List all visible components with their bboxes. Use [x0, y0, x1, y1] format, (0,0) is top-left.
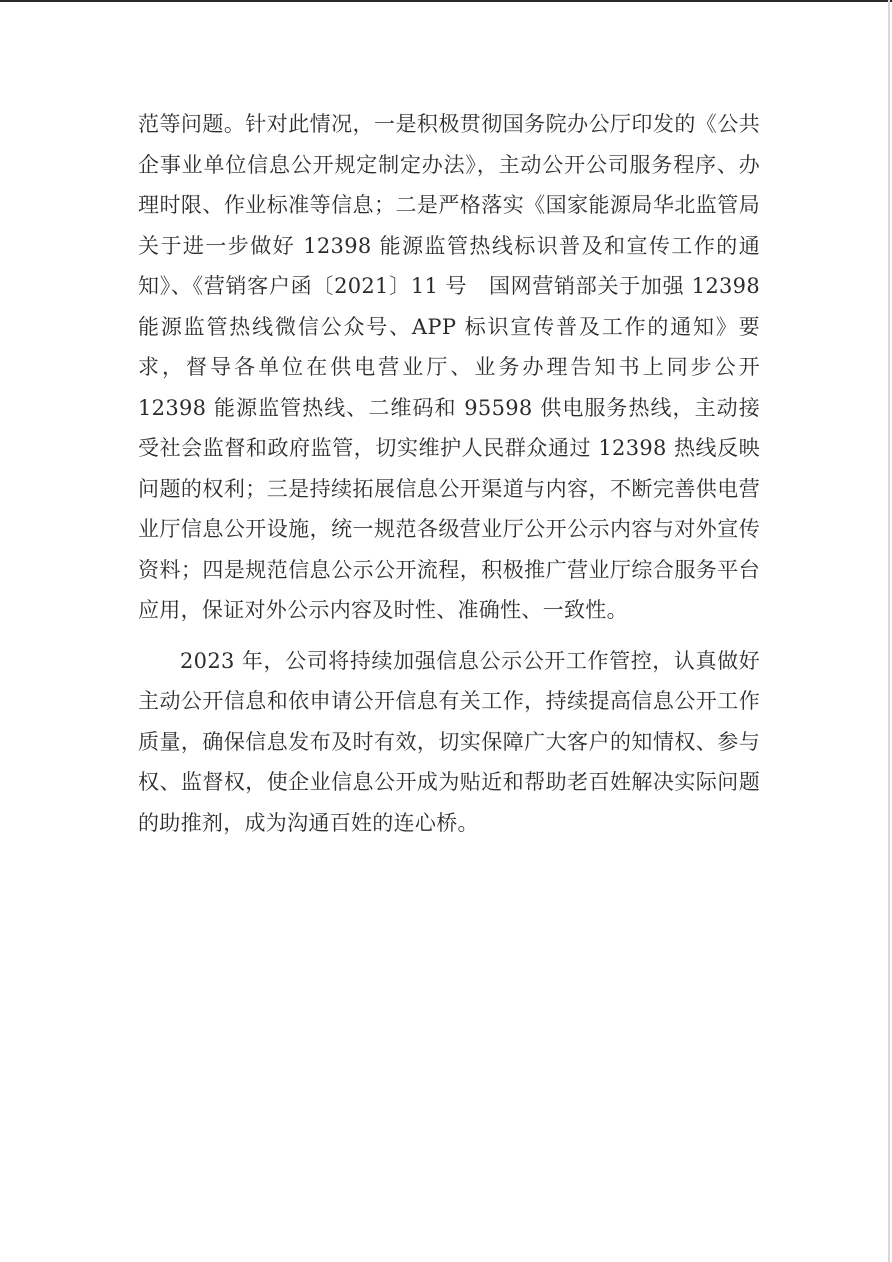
paragraph-2: 2023 年，公司将持续加强信息公示公开工作管控，认真做好主动公开信息和依申请公开信息有关工作，持续提高信息公开工作质量，确保信息发布及时有效，切实保障广大客户的知情权、参与权、监督权，使企业信息公开成为贴近和帮助老百姓解决实际问题的助推剂，成为沟通百姓的连心桥。	[138, 648, 760, 835]
page-right-border	[888, 0, 890, 1262]
paragraph-1: 范等问题。针对此情况，一是积极贯彻国务院办公厅印发的《公共企事业单位信息公开规定制定办法》，主动公开公司服务程序、办理时限、作业标准等信息；二是严格落实《国家能源局华北监管局关于进一步做好 12398 能源监管热线标识普及和宣传工作的通知》、《营销客户函〔2021〕11 号 国网营销部关于加强 12398 能源监管热线微信公众号、APP 标识宣传普及工作的通知》要求，督导各单位在供电营业厅、业务办理告知书上同步公开 12398 能源监管热线、二维码和 95598 供电服务热线，主动接受社会监督和政府监管，切实维护人民群众通过 12398 热线反映问题的权利；三是持续拓展信息公开渠道与内容，不断完善供电营业厅信息公开设施，统一规范各级营业厅公开公示内容与对外宣传资料；四是规范信息公示公开流程，积极推广营业厅综合服务平台应用，保证对外公示内容及时性、准确性、一致性。	[138, 112, 760, 622]
page-top-border	[0, 0, 892, 2]
document-body	[138, 104, 760, 843]
